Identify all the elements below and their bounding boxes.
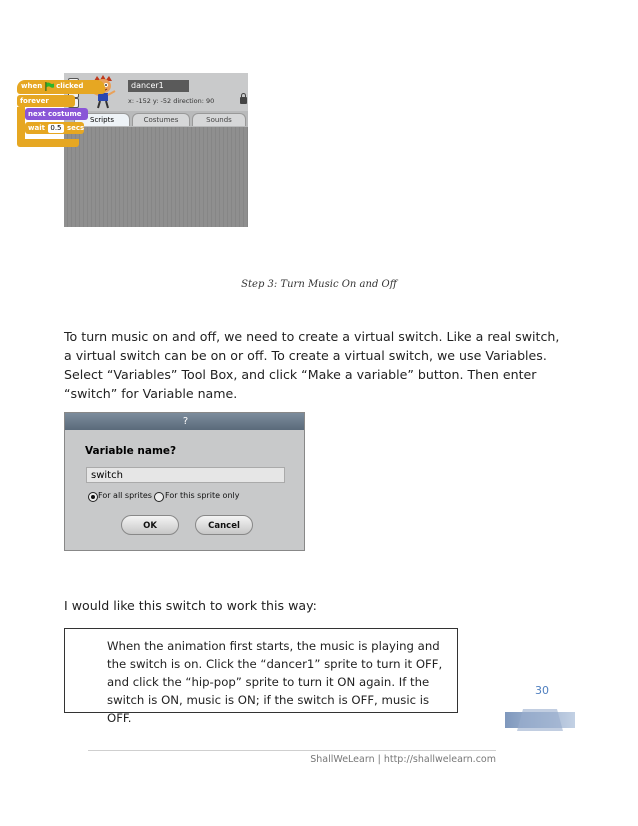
intro-line: a virtual switch can be on or off. To create a virtual switch, we use Variables. [64, 348, 547, 363]
wait-seconds-input[interactable]: 0.5 [50, 124, 62, 132]
tab-costumes[interactable]: Costumes [132, 113, 190, 126]
forever-block-bottom [17, 139, 79, 147]
wait-label: wait [28, 124, 45, 132]
variable-name-input[interactable]: switch [86, 467, 285, 483]
variable-name-dialog [64, 412, 305, 551]
sprite-coordinates: x: -152 y: -52 direction: 90 [128, 97, 215, 105]
intro-line: Select “Variables” Tool Box, and click “Make a variable” button. Then enter [64, 367, 537, 382]
page-number: 30 [535, 684, 549, 697]
callout-line: the switch is on. Click the “dancer1” sprite to turn it OFF, [107, 657, 443, 671]
radio-for-all-sprites[interactable] [88, 492, 98, 502]
radio-for-this-sprite-label: For this sprite only [165, 491, 240, 500]
intro-line: To turn music on and off, we need to create a virtual switch. Like a real switch, [64, 329, 560, 344]
switch-behavior-text [107, 637, 452, 727]
footer-text: ShallWeLearn | http://shallwelearn.com [310, 754, 496, 765]
intro-paragraph [64, 327, 584, 403]
tab-bar [64, 111, 248, 127]
wait-block[interactable] [25, 122, 84, 134]
page-tab-decoration [505, 709, 575, 731]
variable-name-label: Variable name? [85, 445, 177, 457]
switch-behavior-box [64, 628, 458, 725]
radio-for-all-sprites-label: For all sprites [98, 491, 152, 500]
footer-divider [88, 750, 496, 751]
cancel-button[interactable]: Cancel [195, 515, 253, 535]
scratch-sprite-panel [64, 73, 248, 227]
next-costume-block[interactable]: next costume [25, 108, 88, 120]
switch-intro-text: I would like this switch to work this way: [64, 598, 317, 613]
secs-label: secs [66, 124, 85, 132]
ok-button[interactable]: OK [121, 515, 179, 535]
forever-block[interactable]: forever [17, 95, 75, 107]
green-flag-icon [45, 82, 54, 91]
intro-line: “switch” for Variable name. [64, 386, 238, 401]
hat-clicked-label: clicked [56, 82, 84, 90]
script-area[interactable] [64, 127, 248, 227]
hat-when-label: when [21, 82, 43, 90]
callout-line: and click the “hip-pop” sprite to turn it ON again. If the [107, 675, 430, 689]
when-flag-clicked-block[interactable] [17, 80, 105, 94]
radio-for-this-sprite[interactable] [154, 492, 164, 502]
callout-line: When the animation first starts, the music is playing and [107, 639, 440, 653]
tab-sounds[interactable]: Sounds [192, 113, 246, 126]
forever-block-side [17, 107, 25, 139]
sprite-name-field[interactable]: dancer1 [128, 80, 189, 92]
dialog-titlebar: ? [65, 413, 305, 430]
callout-line: switch is ON, music is ON; if the switch is OFF, music is OFF. [107, 693, 430, 725]
step-caption: Step 3: Turn Music On and Off [241, 279, 397, 290]
lock-icon[interactable] [240, 97, 247, 104]
tab-scripts[interactable]: Scripts [74, 113, 130, 126]
